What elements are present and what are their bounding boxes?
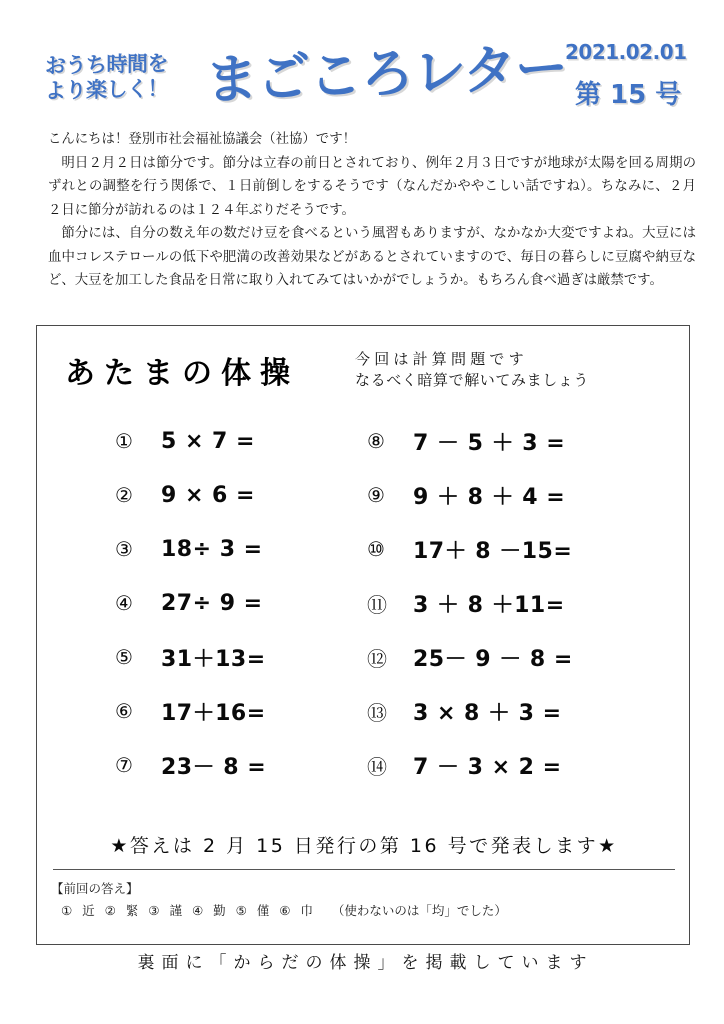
exercise-note (355, 349, 655, 391)
problem-number: ③ (115, 537, 133, 561)
problem-item (115, 468, 375, 522)
problem-expression: 23－ 8 = (161, 754, 267, 780)
problem-row (37, 522, 691, 576)
problem-number: ⑬ (367, 700, 387, 725)
problem-number: ① (115, 429, 133, 453)
problem-item (115, 576, 375, 630)
problem-expression: 17＋ 8 －15= (413, 538, 573, 564)
problem-expression: 31＋13= (161, 646, 266, 672)
problem-item (367, 414, 667, 468)
problem-number: ④ (115, 591, 133, 615)
exercise-title: あたまの体操 (65, 356, 299, 391)
problem-item (367, 522, 667, 576)
problem-item (115, 684, 375, 738)
problem-expression: 3 × 8 ＋ 3 = (413, 700, 562, 726)
problem-grid (37, 414, 691, 792)
problem-number: ⑥ (115, 699, 133, 723)
answer-announcement: ★答えは 2 月 15 日発行の第 16 号で発表します★ (110, 835, 618, 857)
previous-answers-note: （使わないのは「均」でした） (315, 903, 507, 918)
article-paragraph: こんにちは！登別市社会福祉協議会（社協）です！ (48, 132, 356, 147)
problem-expression: 17＋16= (161, 700, 266, 726)
problem-row (37, 630, 691, 684)
problem-item (115, 414, 375, 468)
problem-number: ⑤ (115, 645, 133, 669)
masthead-subtitle (45, 50, 230, 104)
problem-item (115, 630, 375, 684)
problem-expression: 3 ＋ 8 ＋11= (413, 592, 565, 618)
problem-number: ⑨ (367, 483, 385, 507)
exercise-header (37, 340, 691, 400)
problem-number: ⑦ (115, 753, 133, 777)
masthead-subtitle-line2: より楽しく！ (45, 76, 168, 103)
footer-note: 裏面に「からだの体操」を掲載しています (137, 953, 594, 973)
section-divider (53, 869, 675, 870)
previous-answers-row (51, 901, 681, 919)
problem-expression: 25－ 9 － 8 = (413, 646, 573, 672)
problem-expression: 9 × 6 = (161, 482, 255, 508)
problem-item (367, 738, 667, 792)
problem-expression: 7 － 5 ＋ 3 = (413, 430, 566, 456)
problem-number: ⑭ (367, 754, 387, 779)
problem-row (37, 738, 691, 792)
problem-item (367, 630, 667, 684)
problem-row (37, 414, 691, 468)
problem-number: ⑧ (367, 429, 385, 453)
exercise-box (36, 325, 690, 945)
problem-row (37, 684, 691, 738)
newsletter-title: まごころレター (205, 37, 567, 112)
issue-number: 第 15 号 (575, 80, 682, 110)
problem-expression: 7 － 3 × 2 = (413, 754, 562, 780)
problem-number: ② (115, 483, 133, 507)
previous-answers-block (51, 879, 681, 919)
article-paragraph: 節分には、自分の数え年の数だけ豆を食べるという風習もありますが、なかなか大変ですよね。大豆には血中コレステロールの低下や肥満の改善効果などがあるとされていますので、毎日の暮らしに豆腐や納豆など、大豆を加工した食品を日常に取り入れてみてはいかがでしょうか。もちろん食べ過ぎは厳禁です。 (48, 226, 696, 288)
masthead-subtitle-line1: おうち時間を (45, 51, 168, 78)
problem-item (367, 576, 667, 630)
exercise-note-line2: なるべく暗算で解いてみましょう (355, 371, 590, 389)
publication-date: 2021.02.01 (565, 40, 687, 64)
problem-expression: 27÷ 9 = (161, 590, 263, 616)
masthead (0, 0, 724, 125)
problem-item (367, 468, 667, 522)
article-body (48, 128, 696, 293)
problem-row (37, 576, 691, 630)
previous-answers-title: 【前回の答え】 (51, 881, 139, 896)
problem-number: ⑪ (367, 592, 387, 617)
problem-item (115, 522, 375, 576)
problem-number: ⑫ (367, 646, 387, 671)
exercise-note-line1: 今回は計算問題です (355, 350, 528, 368)
problem-number: ⑩ (367, 537, 385, 561)
problem-expression: 9 ＋ 8 ＋ 4 = (413, 484, 566, 510)
previous-answers-list: ① 近 ② 緊 ③ 謹 ④ 勤 ⑤ 僅 ⑥ 巾 (61, 903, 316, 918)
problem-row (37, 468, 691, 522)
problem-item (367, 684, 667, 738)
problem-expression: 18÷ 3 = (161, 536, 263, 562)
article-paragraph: 明日２月２日は節分です。節分は立春の前日とされており、例年２月３日ですが地球が太陽を回る周期のずれとの調整を行う関係で、１日前倒しをするそうです（なんだかややこしい話ですね）。ちなみに、２月２日に節分が訪れるのは１２４年ぶりだそうです。 (48, 155, 696, 218)
problem-expression: 5 × 7 = (161, 428, 255, 454)
problem-item (115, 738, 375, 792)
